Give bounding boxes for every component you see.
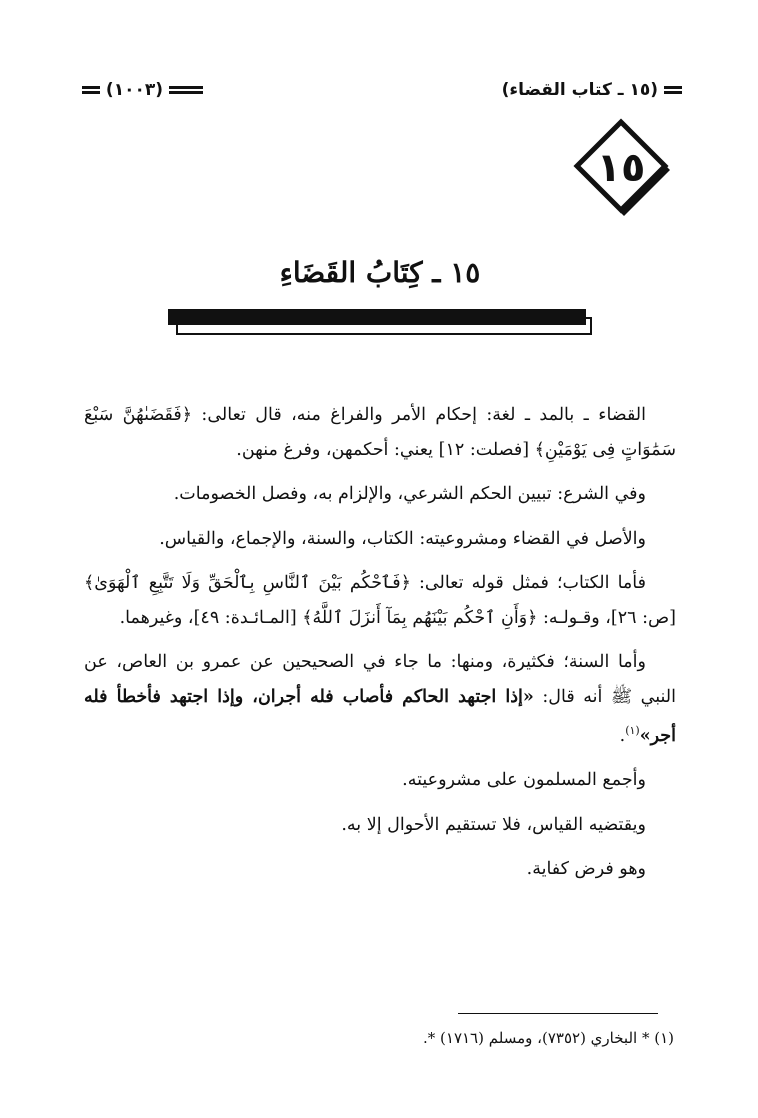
paragraph-quran-evidence: فأما الكتاب؛ فمثل قوله تعالى: ﴿فَٱحْكُم بَيْنَ ٱلنَّاسِ بِٱلْحَقِّ وَلَا تَتَّبِعِ ٱلْهَوَىٰ﴾ [ص: ٢٦]، وقـولـه: ﴿وَأَنِ ٱحْكُم بَيْنَهُم بِمَآ أَنزَلَ ٱللَّهُ﴾ [المـائـدة: ٤٩]، وغيرهما. <box>84 573 676 628</box>
sunnah-end: . <box>619 725 626 746</box>
page-number: (١٠٠٣) <box>105 80 163 100</box>
running-header-chapter <box>502 78 682 102</box>
paragraph-definition: القضاء ـ بالمد ـ لغة: إحكام الأمر والفراغ منه، قال تعالى: ﴿فَقَضَىٰهُنَّ سَبْعَ سَمَٰوَاتٍ فِى يَوْمَيْنِ﴾ [فصلت: ١٢] يعني: أحكمهن، وفرغ منهن. <box>84 405 676 460</box>
paragraph-sharia-definition: وفي الشرع: تبيين الحكم الشرعي، والإلزام به، وفصل الخصومات. <box>173 484 646 504</box>
paragraph-sunnah-evidence <box>84 645 676 753</box>
paragraph-sources: والأصل في القضاء ومشروعيته: الكتاب، والسنة، والإجماع، والقياس. <box>159 528 646 549</box>
hadith-text: «إذا اجتهد الحاكم فأصاب فله أجران، وإذا اجتهد فأخطأ فله أجر» <box>84 686 676 746</box>
chapter-number: ١٥ <box>596 145 646 191</box>
paragraph-consensus: وأجمع المسلمون على مشروعيته. <box>402 770 646 791</box>
footnote: (١) * البخاري (٧٣٥٢)، ومسلم (١٧١٦) *. <box>423 1029 674 1047</box>
sunnah-intro: وأما السنة؛ فكثيرة، ومنها: ما جاء في الصحيحين عن عمرو بن العاص، عن النبي ﷺ أنه قال: <box>84 652 676 707</box>
title-underline-frame <box>176 317 592 335</box>
footnote-ref: (١) <box>625 724 640 737</box>
chapter-title: ١٥ ـ كِتَابُ القَضَاءِ <box>279 256 481 289</box>
header-rule-ornament <box>169 84 203 96</box>
header-rule-ornament <box>82 84 100 96</box>
header-rule-ornament <box>664 84 682 96</box>
paragraph-analogy: ويقتضيه القياس، فلا تستقيم الأحوال إلا به. <box>341 814 646 835</box>
header-chapter-label: (١٥ ـ كتاب القضاء) <box>501 80 659 100</box>
paragraph-ruling: وهو فرض كفاية. <box>526 859 646 880</box>
chapter-body <box>84 398 676 897</box>
chapter-number-badge <box>572 118 670 216</box>
running-header-page <box>82 78 203 102</box>
footnote-separator <box>458 1013 658 1014</box>
